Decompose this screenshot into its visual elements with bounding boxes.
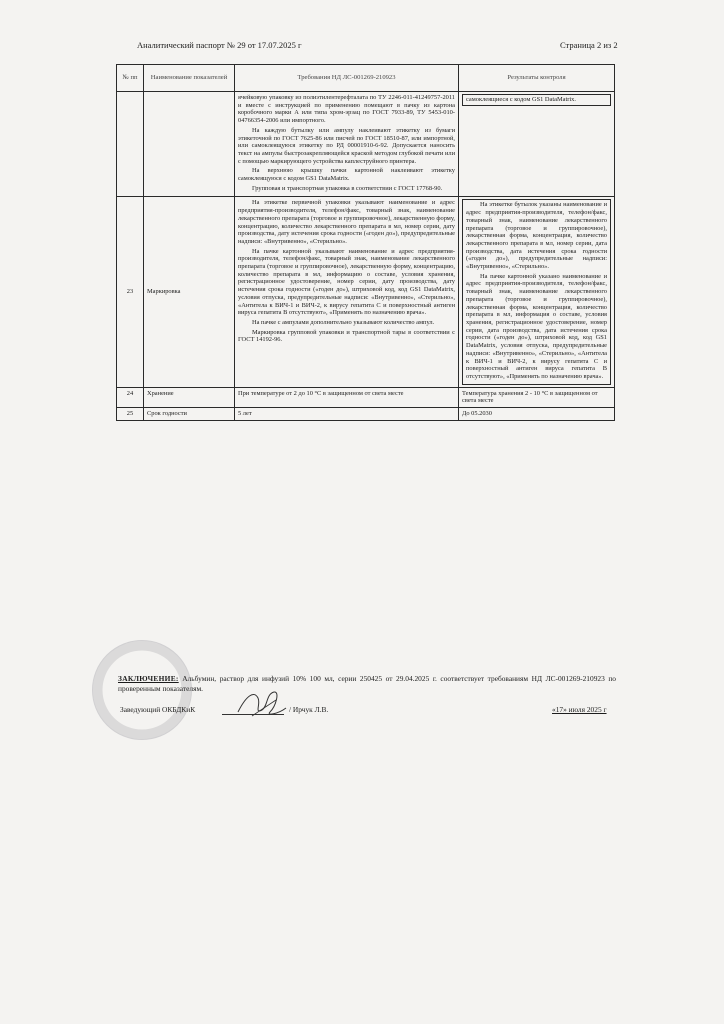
col-header-requirements: Требования НД ЛС-001269-210923: [235, 65, 459, 92]
signer-name: / Ирчук Л.В.: [289, 705, 329, 714]
result-box: [462, 199, 611, 384]
table-header-row: [117, 65, 615, 92]
signer-role: Заведующий ОКБДКиК: [120, 705, 196, 714]
req-paragraph: На этикетке первичной упаковки указывают наименование и адрес предприятия-производителя, телефон/факс, товарный знак, наименование лекарственного препарата (торговое и группировочное), лекарственную форму, концентрацию, количество лекарственного препарата в мл, номер серии, дату производства, дату истечения срока годности («годен до»), предупредительные надписи: «Внутривенно», «Стерильно».: [238, 199, 455, 245]
row-name: Срок годности: [144, 408, 235, 421]
row-name: Маркировка: [144, 197, 235, 387]
col-header-name: Наименование показателей: [144, 65, 235, 92]
row-number: 24: [117, 387, 144, 407]
table-row-continued: [117, 92, 615, 197]
table-row-shelf-life: [117, 408, 615, 421]
shelf-life-requirement: 5 лет: [235, 408, 459, 421]
continued-requirements-cell: [235, 92, 459, 197]
col-header-results: Результаты контроля: [459, 65, 615, 92]
req-paragraph: На пачке с ампулами дополнительно указывают количество ампул.: [252, 318, 435, 326]
table-row-storage: [117, 387, 615, 407]
shelf-life-result: До 05.2030: [459, 408, 615, 421]
result-box: самоклеящиеся с кодом GS1 DataMatrix.: [462, 94, 611, 106]
row-number: 23: [117, 197, 144, 387]
req-paragraph: ячейковую упаковку из полиэтилентерефталата по ТУ 2246-011-41249757-2011 и вместе с инструкцией по применению помещают в пачку из картона коробочного марки А или типа хром-эрзац по ГОСТ 7933-89, ТУ 5453-010-04766354-2006 или импортного.: [238, 94, 455, 125]
labeling-results-cell: [459, 197, 615, 387]
storage-result: Температура хранения 2 - 10 °С в защищенном от света месте: [459, 387, 615, 407]
conclusion-label: ЗАКЛЮЧЕНИЕ:: [118, 674, 179, 683]
result-paragraph: На пачке картонной указано наименование и адрес предприятия-производителя, телефон/факс, товарный знак, наименование лекарственного препарата (торговое и группировочное), лекарственная форма, концентрация, количество препарата в мл, информация о составе, условия хранения, регистрационное удостоверение, номер серии, дата производства, дата истечения срока годности («годен до»), штриховой код, код GS1 DataMatrix, условия отпуска, предупредительные надписи: «Внутривенно», «Стерильно», «Антитела к ВИЧ-1 и ВИЧ-2, к вирусу гепатита С и поверхностный антиген вируса гепатита В отсутствуют», «Применять по назначению врача».: [466, 272, 607, 380]
handwritten-signature: [232, 686, 290, 722]
req-paragraph: На каждую бутылку или ампулу наклеивают этикетку из бумаги этикеточной по ГОСТ 7625-86 или писчей по ГОСТ 18510-87, или импортной, или самоклеящуюся этикетку по РД 00001910-6-92. Допускается наносить текст на ампулы быстрозакрепляющейся краской методом глубокой печати или с помощью маркирующего устройства каплеструйного принтера.: [238, 126, 455, 165]
page-indicator: Страница 2 из 2: [560, 40, 618, 50]
continued-result-cell: [459, 92, 615, 197]
conclusion: [118, 674, 616, 694]
row-name: Хранение: [144, 387, 235, 407]
req-paragraph: Групповая и транспортная упаковка в соответствии с ГОСТ 17768-90.: [252, 184, 443, 192]
signature-date: «17» июля 2025 г: [552, 705, 607, 714]
conclusion-text: Альбумин, раствор для инфузий 10% 100 мл, серии 250425 от 29.04.2025 г. соответствует требованиям НД ЛС-001269-210923 по проверенным показателям.: [118, 674, 616, 693]
storage-requirement: При температуре от 2 до 10 °С в защищенном от света месте: [235, 387, 459, 407]
passport-title: Аналитический паспорт № 29 от 17.07.2025 г: [137, 40, 302, 50]
row-number: 25: [117, 408, 144, 421]
table-row-labeling: [117, 197, 615, 387]
req-paragraph: На пачке картонной указывают наименование и адрес предприятия-производителя, телефон/факс, товарный знак, наименование лекарственного препарата (торговое и группировочное), лекарственную форму, концентрацию, количество препарата в мл, информацию о составе, условия хранения, регистрационное удостоверение, номер серии, дату производства, дату истечения срока годности («годен до»), штриховой код, код GS1 DataMatrix, условия отпуска, предупредительные надписи: «Внутривенно», «Стерильно», «Антитела к ВИЧ-1 и ВИЧ-2, к вирусу гепатита С и поверхностный антиген вируса гепатита В отсутствуют», «Применять по назначению врача».: [238, 247, 455, 317]
analysis-table: [116, 64, 615, 421]
req-paragraph: На верхнюю крышку пачки картонной наклеивают этикетку самоклеящуюся с кодом GS1 DataMatrix.: [238, 167, 455, 183]
result-paragraph: На этикетке бутылок указаны наименование и адрес предприятия-производителя, телефон/факс, товарный знак, наименование лекарственного препарата (торговое и группировочное), лекарственная форма, концентрация, количество лекарственного препарата в мл, номер серии, дата производства, дата истечения срока годности («годен до»), предупредительные надписи: «Внутривенно», «Стерильно».: [466, 201, 607, 271]
req-paragraph: Маркировка групповой упаковки и транспортной тары в соответствии с ГОСТ 14192-96.: [238, 328, 455, 344]
col-header-num: № пп: [117, 65, 144, 92]
labeling-requirements-cell: [235, 197, 459, 387]
